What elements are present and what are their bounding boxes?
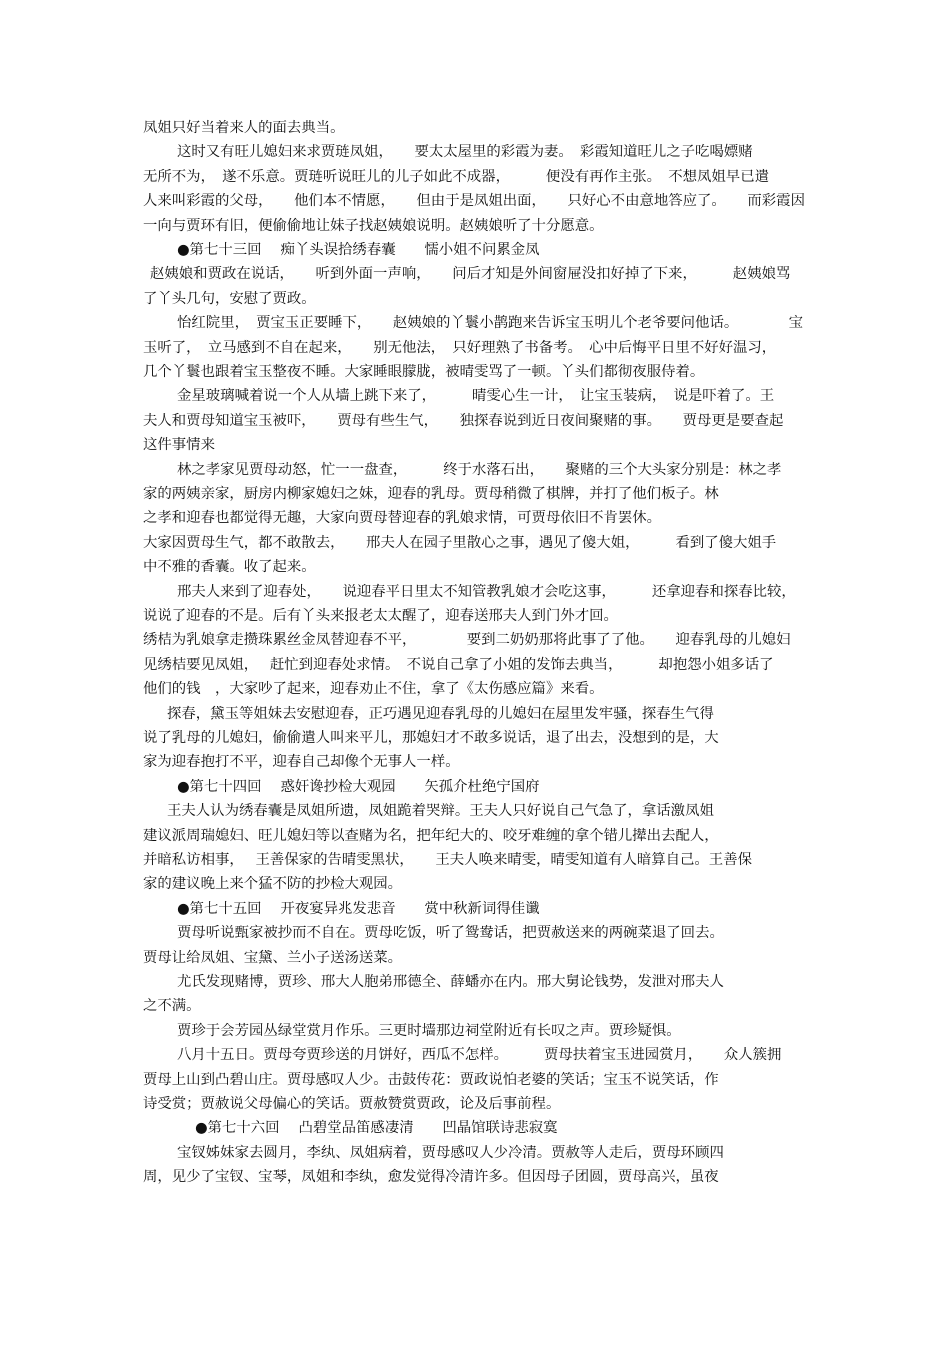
text-line: 周，见少了宝钗、宝琴，凤姐和李纨，愈发觉得冷清许多。但因母子团圆，贾母高兴，虽夜 bbox=[143, 1169, 719, 1186]
text-line: 怡红院里， 贾宝玉正要睡下， 赵姨娘的丫鬟小鹊跑来告诉宝玉明儿个老爷要问他话。 宝 bbox=[177, 315, 803, 332]
text-line: 贾母让给凤姐、宝黛、兰小子送汤送菜。 bbox=[143, 949, 403, 966]
text-line: 诗受赏；贾赦说父母偏心的笑话。贾赦赞赏贾政，论及后事前程。 bbox=[143, 1096, 561, 1112]
text-line: 邢夫人来到了迎春处， 说迎春平日里太不知管教乳娘才会吃这事， 还拿迎春和探春比较， bbox=[177, 583, 796, 600]
text-line: 八月十五日。贾母夸贾珍送的月饼好，西瓜不怎样。 贾母扶着宝玉进园赏月， 众人簇拥 bbox=[177, 1047, 782, 1064]
text-line: 说了乳母的儿媳妇，偷偷遣人叫来平儿，那媳妇才不敢多说话，退了出去，没想到的是，大 bbox=[143, 730, 719, 746]
text-line: 见绣桔要见凤姐， 赶忙到迎春处求情。 不说自己拿了小姐的发饰去典当， 却抱怨小姐多话了 bbox=[143, 656, 774, 673]
text-line: 贾母上山到凸碧山庄。贾母感叹人少。击鼓传花：贾政说怕老婆的笑话；宝玉不说笑话，作 bbox=[143, 1071, 719, 1088]
text-line: 说说了迎春的不是。后有丫头来报老太太醒了，迎春送邢夫人到门外才回。 bbox=[143, 608, 618, 624]
text-line: 家为迎春抱打不平，迎春自己却像个无事人一样。 bbox=[143, 754, 460, 771]
text-line: 王夫人认为绣春囊是凤姐所遗，凤姐跪着哭辩。王夫人只好说自己气急了，拿话激凤姐 bbox=[167, 803, 714, 820]
text-line: 玉听了， 立马感到不自在起来， 别无他法， 只好理熟了书备考。 心中后悔平日里不好好温习， bbox=[143, 339, 777, 356]
text-line: 了丫头几句，安慰了贾政。 bbox=[143, 290, 316, 307]
text-line: 无所不为， 遂不乐意。贾琏听说旺儿的儿子如此不成器， 便没有再作主张。 不想凤姐早已遣 bbox=[143, 168, 769, 185]
text-line: 金星玻璃喊着说一个人从墙上跳下来了， 晴雯心生一计， 让宝玉装病， 说是吓着了。王 bbox=[177, 388, 775, 405]
text-line: 并暗私访相事， 王善保家的告晴雯黑状， 王夫人唤来晴雯，晴雯知道有人暗算自己。王善保 bbox=[143, 852, 752, 868]
chapter-heading: ●第七十五回 开夜宴异兆发悲音 赏中秋新词得佳谶 bbox=[177, 900, 540, 917]
text-line: 几个丫鬟也跟着宝玉整夜不睡。大家睡眼朦胧，被晴雯骂了一顿。丫头们都彻夜服侍着。 bbox=[143, 364, 705, 380]
text-line: 林之孝家见贾母动怒，忙一一盘查， 终于水落石出， 聚赌的三个大头家分别是：林之孝 bbox=[177, 461, 782, 478]
text-line: 之不满。 bbox=[143, 998, 201, 1015]
text-line: 他们的钱 ，大家吵了起来，迎春劝止不住，拿了《太伤感应篇》来看。 bbox=[143, 681, 604, 698]
chapter-heading: ●第七十四回 惑奸谗抄检大观园 矢孤介杜绝宁国府 bbox=[177, 778, 540, 795]
text-line: 这时又有旺儿媳妇来求贾琏凤姐， 要太太屋里的彩霞为妻。 彩霞知道旺儿之子吃喝嫖赌 bbox=[177, 144, 753, 161]
text-line: 夫人和贾母知道宝玉被吓， 贾母有些生气， 独探春说到近日夜间聚赌的事。 贾母更是要查起 bbox=[143, 412, 784, 429]
text-line: 贾母听说甄家被抄而不自在。贾母吃饭，听了鸳鸯话，把贾赦送来的两碗菜退了回去。 bbox=[177, 925, 724, 942]
text-line: 这件事情来 bbox=[143, 437, 215, 454]
text-line: 绣桔为乳娘拿走攒珠累丝金凤替迎春不平， 要到二奶奶那将此事了了他。 迎春乳母的儿媳妇 bbox=[143, 632, 791, 649]
text-line: 宝钗姊妹家去圆月，李纨、凤姐病着，贾母感叹人少冷清。贾赦等人走后，贾母环顾四 bbox=[177, 1144, 724, 1161]
text-line: 赵姨娘和贾政在说话， 听到外面一声响， 问后才知是外间窗屉没扣好掉了下来， 赵姨娘骂 bbox=[150, 266, 791, 283]
text-line: 建议派周瑞媳妇、旺儿媳妇等以查赌为名，把年纪大的、咬牙难缠的拿个错儿撵出去配人， bbox=[143, 827, 719, 844]
text-line: 中不雅的香囊。收了起来。 bbox=[143, 559, 316, 576]
text-line: 人来叫彩霞的父母， 他们本不情愿， 但由于是凤姐出面， 只好心不由意地答应了。 而彩霞因 bbox=[143, 193, 805, 210]
text-line: 探春，黛玉等姐妹去安慰迎春，正巧遇见迎春乳母的儿媳妇在屋里发牢骚，探春生气得 bbox=[167, 705, 714, 722]
text-line: 贾珍于会芳园丛绿堂赏月作乐。三更时墙那边祠堂附近有长叹之声。贾珍疑惧。 bbox=[177, 1022, 681, 1039]
text-line: 之孝和迎春也都觉得无趣，大家向贾母替迎春的乳娘求情，可贾母依旧不肯罢休。 bbox=[143, 510, 662, 527]
text-line: 尤氏发现赌博，贾珍、邢大人胞弟邢德全、薛蟠亦在内。邢大舅论钱势，发泄对邢夫人 bbox=[177, 974, 724, 990]
text-line: 凤姐只好当着来人的面去典当。 bbox=[143, 120, 345, 136]
text-line: 家的建议晚上来个猛不防的抄检大观园。 bbox=[143, 876, 403, 893]
chapter-heading: ●第七十三回 痴丫头误拾绣春囊 懦小姐不问累金凤 bbox=[177, 242, 540, 258]
text-line: 一向与贾环有旧，便偷偷地让妹子找赵姨娘说明。赵姨娘听了十分愿意。 bbox=[143, 217, 604, 234]
text-line: 家的两姨亲家，厨房内柳家媳妇之妹，迎春的乳母。贾母稍微了棋牌，并打了他们板子。林 bbox=[143, 486, 719, 502]
text-line: 大家因贾母生气，都不敢散去， 邢夫人在园子里散心之事，遇见了傻大姐， 看到了傻大姐手 bbox=[143, 534, 777, 551]
chapter-heading: ●第七十六回 凸碧堂品笛感凄清 凹晶馆联诗悲寂寞 bbox=[195, 1120, 558, 1137]
